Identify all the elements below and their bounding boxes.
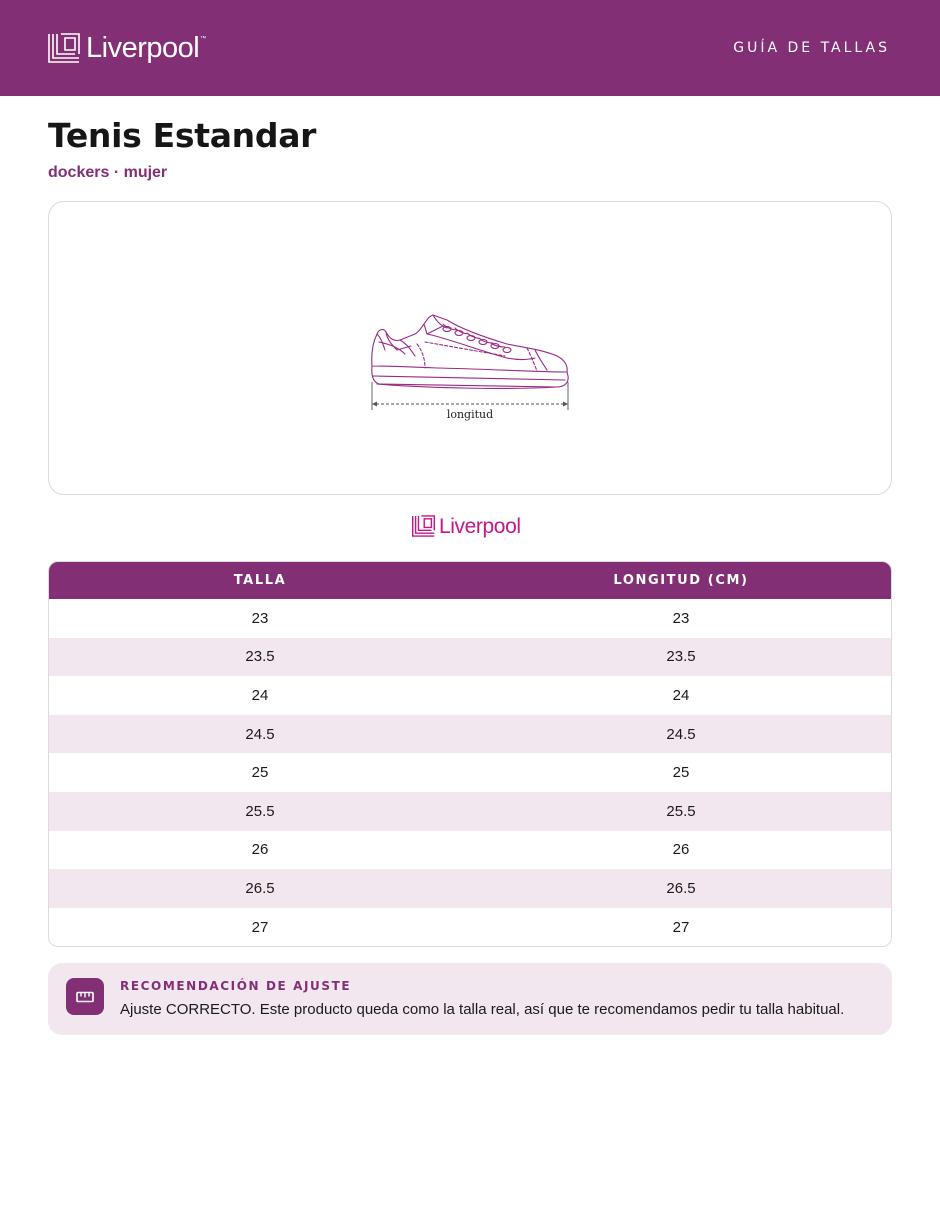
liverpool-mark-icon [48, 33, 80, 63]
table-row [49, 676, 891, 715]
table-row [49, 869, 891, 908]
length-cell: 24 [672, 686, 690, 704]
table-row [49, 831, 891, 870]
recommendation-heading: RECOMENDACIÓN DE AJUSTE [120, 979, 352, 993]
table-row [49, 792, 891, 831]
product-title: Tenis Estandar [48, 116, 317, 155]
table-row [49, 638, 891, 677]
size-cell: 23 [251, 609, 269, 627]
liverpool-wordmark: Liverpool [86, 31, 200, 64]
page-section-title: GUÍA DE TALLAS [733, 40, 890, 56]
top-bar [0, 0, 940, 96]
sneaker-icon [367, 298, 577, 424]
table-row [49, 753, 891, 792]
length-cell: 25.5 [471, 792, 891, 831]
length-cell: 26.5 [471, 869, 891, 908]
liverpool-mark-pink-icon [412, 515, 435, 537]
length-cell: 27 [672, 918, 690, 936]
recommendation-text: Ajuste CORRECTO. Este producto queda como la talla real, así que te recomendamos pedir tu talla habitual. [120, 1001, 845, 1018]
size-cell: 24 [251, 686, 269, 704]
product-subtitle: dockers · mujer [48, 164, 168, 181]
column-header-longitud: LONGITUD (CM) [471, 562, 891, 599]
shoe-illustration-card [48, 201, 892, 495]
size-cell: 24.5 [49, 715, 471, 754]
size-cell: 26 [251, 841, 269, 859]
ruler-icon [66, 978, 104, 1015]
trademark-mark: ™ [200, 36, 207, 42]
column-header-talla: TALLA [49, 562, 471, 599]
length-cell: 23.5 [471, 638, 891, 677]
length-cell: 23 [672, 609, 690, 627]
table-header-row [49, 562, 891, 599]
fit-recommendation-card [48, 963, 892, 1035]
length-cell: 24.5 [471, 715, 891, 754]
table-row [49, 715, 891, 754]
size-cell: 26.5 [49, 869, 471, 908]
table-row [49, 599, 891, 638]
size-cell: 23.5 [49, 638, 471, 677]
table-row [49, 908, 891, 947]
length-cell: 25 [672, 764, 690, 782]
size-cell: 27 [251, 918, 269, 936]
length-cell: 26 [672, 841, 690, 859]
measure-label: longitud [446, 408, 494, 421]
liverpool-logo[interactable] [48, 30, 206, 66]
liverpool-brand-wordmark: Liverpool [439, 514, 521, 538]
size-chart-table [48, 561, 892, 947]
size-cell: 25.5 [49, 792, 471, 831]
size-cell: 25 [251, 764, 269, 782]
liverpool-brand-logo [412, 512, 521, 540]
